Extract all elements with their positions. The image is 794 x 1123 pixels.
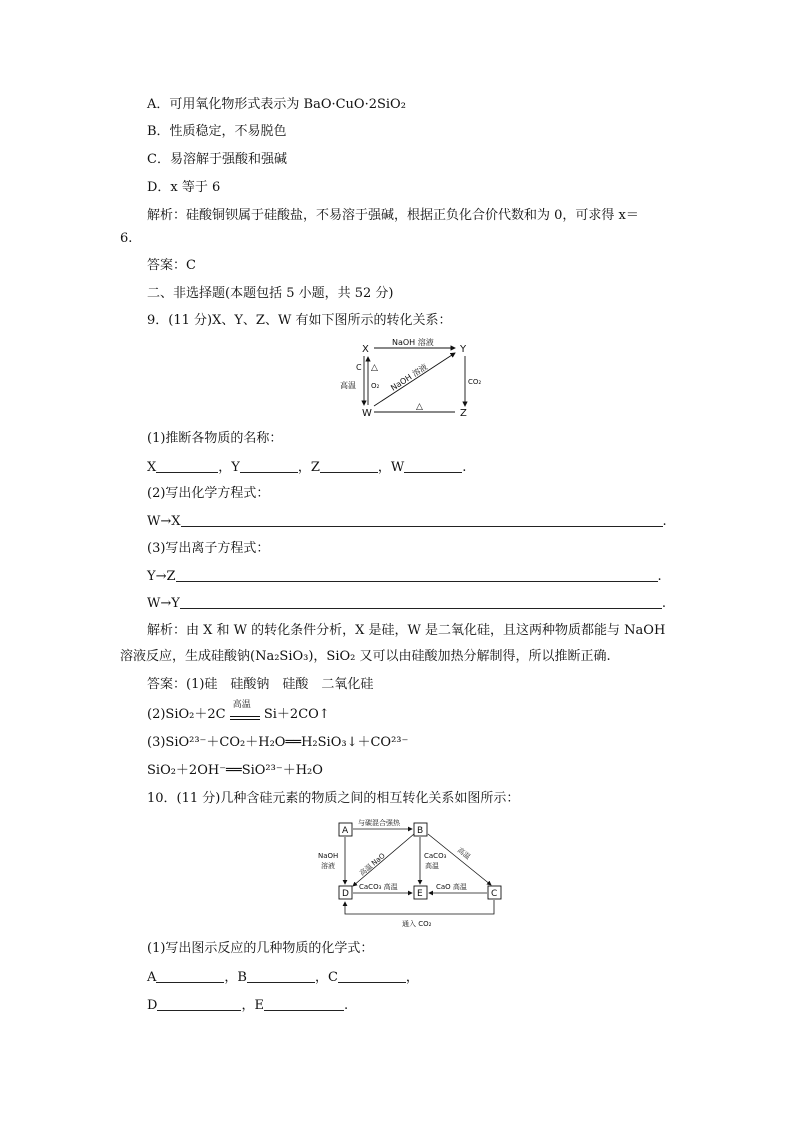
node-y: Y [460, 344, 467, 355]
label-be-1: CaCO₃ [424, 852, 447, 860]
eq2-arrow [230, 700, 260, 720]
blank-y[interactable] [240, 458, 298, 473]
q9-analysis-line2: 溶液反应，生成硅酸钠(Na₂SiO₃)，SiO₂ 又可以由硅酸加热分解制得，所以推断正确. [120, 649, 611, 664]
q8-analysis-line1: 解析：硅酸铜钡属于硅酸盐，不易溶于强碱，根据正负化合价代数和为 0，可求得 x＝ [147, 208, 639, 223]
label-bd-1: 高温 [358, 862, 375, 878]
q10-fill-line1 [147, 968, 419, 987]
blank-wy[interactable] [180, 594, 662, 609]
node-e: E [417, 889, 423, 899]
node-d: D [342, 889, 349, 899]
label-diag: NaOH 溶液 [389, 362, 430, 393]
label-bd-2: NaO [370, 851, 387, 868]
wx-label: W→X [147, 514, 181, 529]
option-b: B．性质稳定，不易脱色 [147, 124, 287, 139]
node-c: C [491, 889, 498, 899]
blank-d[interactable] [157, 996, 241, 1011]
q9-analysis-line1: 解析：由 X 和 W 的转化条件分析，X 是硅，W 是二氧化硅，且这两种物质都能与 NaOH [147, 623, 666, 638]
fill-e-label: ，E [241, 998, 264, 1013]
label-de: CaCO₃ 高温 [359, 883, 398, 891]
blank-c[interactable] [338, 968, 406, 983]
node-z: Z [460, 408, 467, 419]
q9-p2: (2)写出化学方程式： [147, 486, 270, 501]
blank-b[interactable] [247, 968, 315, 983]
fill-end: . [462, 460, 467, 475]
label-c: C [356, 363, 362, 372]
blank-w[interactable] [404, 458, 462, 473]
blank-z[interactable] [320, 458, 378, 473]
eq2-left: (2)SiO₂＋2C [147, 707, 226, 722]
option-d: D．x 等于 6 [147, 180, 221, 195]
option-c: C．易溶解于强酸和强碱 [147, 152, 287, 167]
yz-label: Y→Z [147, 569, 176, 584]
q10-diagram [312, 814, 512, 932]
node-w: W [362, 408, 372, 419]
q10-fill-line2 [147, 996, 348, 1015]
q9-diagram [330, 336, 490, 422]
q9-wy-line [147, 594, 666, 613]
line-end: . [661, 596, 666, 611]
q9-wx-line [147, 512, 667, 531]
eq2-condition: 高温 [232, 700, 251, 710]
label-cd: 通入 CO₂ [402, 920, 432, 928]
q9-answer-1: 答案：(1)硅 硅酸钠 硅酸 二氧化硅 [147, 677, 374, 692]
section-heading: 二、非选择题(本题包括 5 小题，共 52 分) [147, 286, 394, 301]
q9-eq2 [147, 700, 330, 724]
q9-yz-line [147, 567, 662, 586]
eq2-right: Si＋2CO↑ [263, 707, 330, 722]
q9-eq3b: SiO₂＋2OH⁻══SiO²³⁻＋H₂O [147, 763, 323, 778]
fill-x-label: X [147, 460, 157, 475]
wy-label: W→Y [147, 596, 180, 611]
label-left-delta: △ [371, 363, 378, 373]
blank-yz[interactable] [176, 567, 658, 582]
label-ab: 与碳混合强热 [358, 819, 400, 827]
fill-e-end: . [343, 998, 349, 1013]
line-end: . [662, 514, 667, 529]
arrow-c-d [345, 900, 494, 914]
label-ad-2: 溶液 [321, 862, 335, 870]
fill-d-label: D [147, 998, 158, 1013]
q8-answer: 答案：C [147, 258, 196, 273]
q9-p3: (3)写出离子方程式： [147, 541, 270, 556]
fill-w-label: ，W [377, 460, 405, 475]
q9-stem: 9．(11 分)X、Y、Z、W 有如下图所示的转化关系： [147, 313, 452, 328]
blank-a[interactable] [156, 968, 224, 983]
label-o2: O₂ [371, 382, 380, 390]
node-x: X [362, 344, 369, 355]
q9-p1: (1)推断各物质的名称： [147, 431, 283, 446]
arrow-w-y [374, 353, 455, 406]
fill-y-label: ，Y [218, 460, 240, 475]
q8-analysis-line2: 6. [120, 231, 133, 246]
option-a: A．可用氧化物形式表示为 BaO·CuO·2SiO₂ [147, 97, 406, 112]
q10-p1: (1)写出图示反应的几种物质的化学式： [147, 941, 374, 956]
label-co2: CO₂ [468, 378, 482, 386]
label-bottom-delta: △ [416, 402, 423, 412]
node-b: B [417, 826, 424, 836]
label-ad-1: NaOH [318, 852, 339, 860]
q9-fill-line [147, 458, 466, 477]
label-ce: CaO 高温 [436, 883, 467, 891]
fill-a-label: A [147, 970, 157, 985]
fill-z-label: ，Z [297, 460, 320, 475]
line-end: . [657, 569, 662, 584]
node-a: A [342, 826, 349, 836]
fill-b-label: ，B [224, 970, 247, 985]
q9-eq3a: (3)SiO²³⁻＋CO₂＋H₂O══H₂SiO₃↓＋CO²³⁻ [147, 735, 409, 750]
label-gaowen: 高温 [340, 381, 356, 390]
label-top: NaOH 溶液 [392, 338, 434, 347]
blank-e[interactable] [264, 996, 344, 1011]
label-bc: 高温 [455, 846, 472, 862]
label-be-2: 高温 [425, 862, 439, 870]
q10-stem: 10．(11 分)几种含硅元素的物质之间的相互转化关系如图所示： [147, 791, 520, 806]
fill-c-label: ，C [314, 970, 338, 985]
blank-wx[interactable] [181, 512, 663, 527]
fill-c-end: ， [405, 970, 419, 985]
blank-x[interactable] [156, 458, 218, 473]
